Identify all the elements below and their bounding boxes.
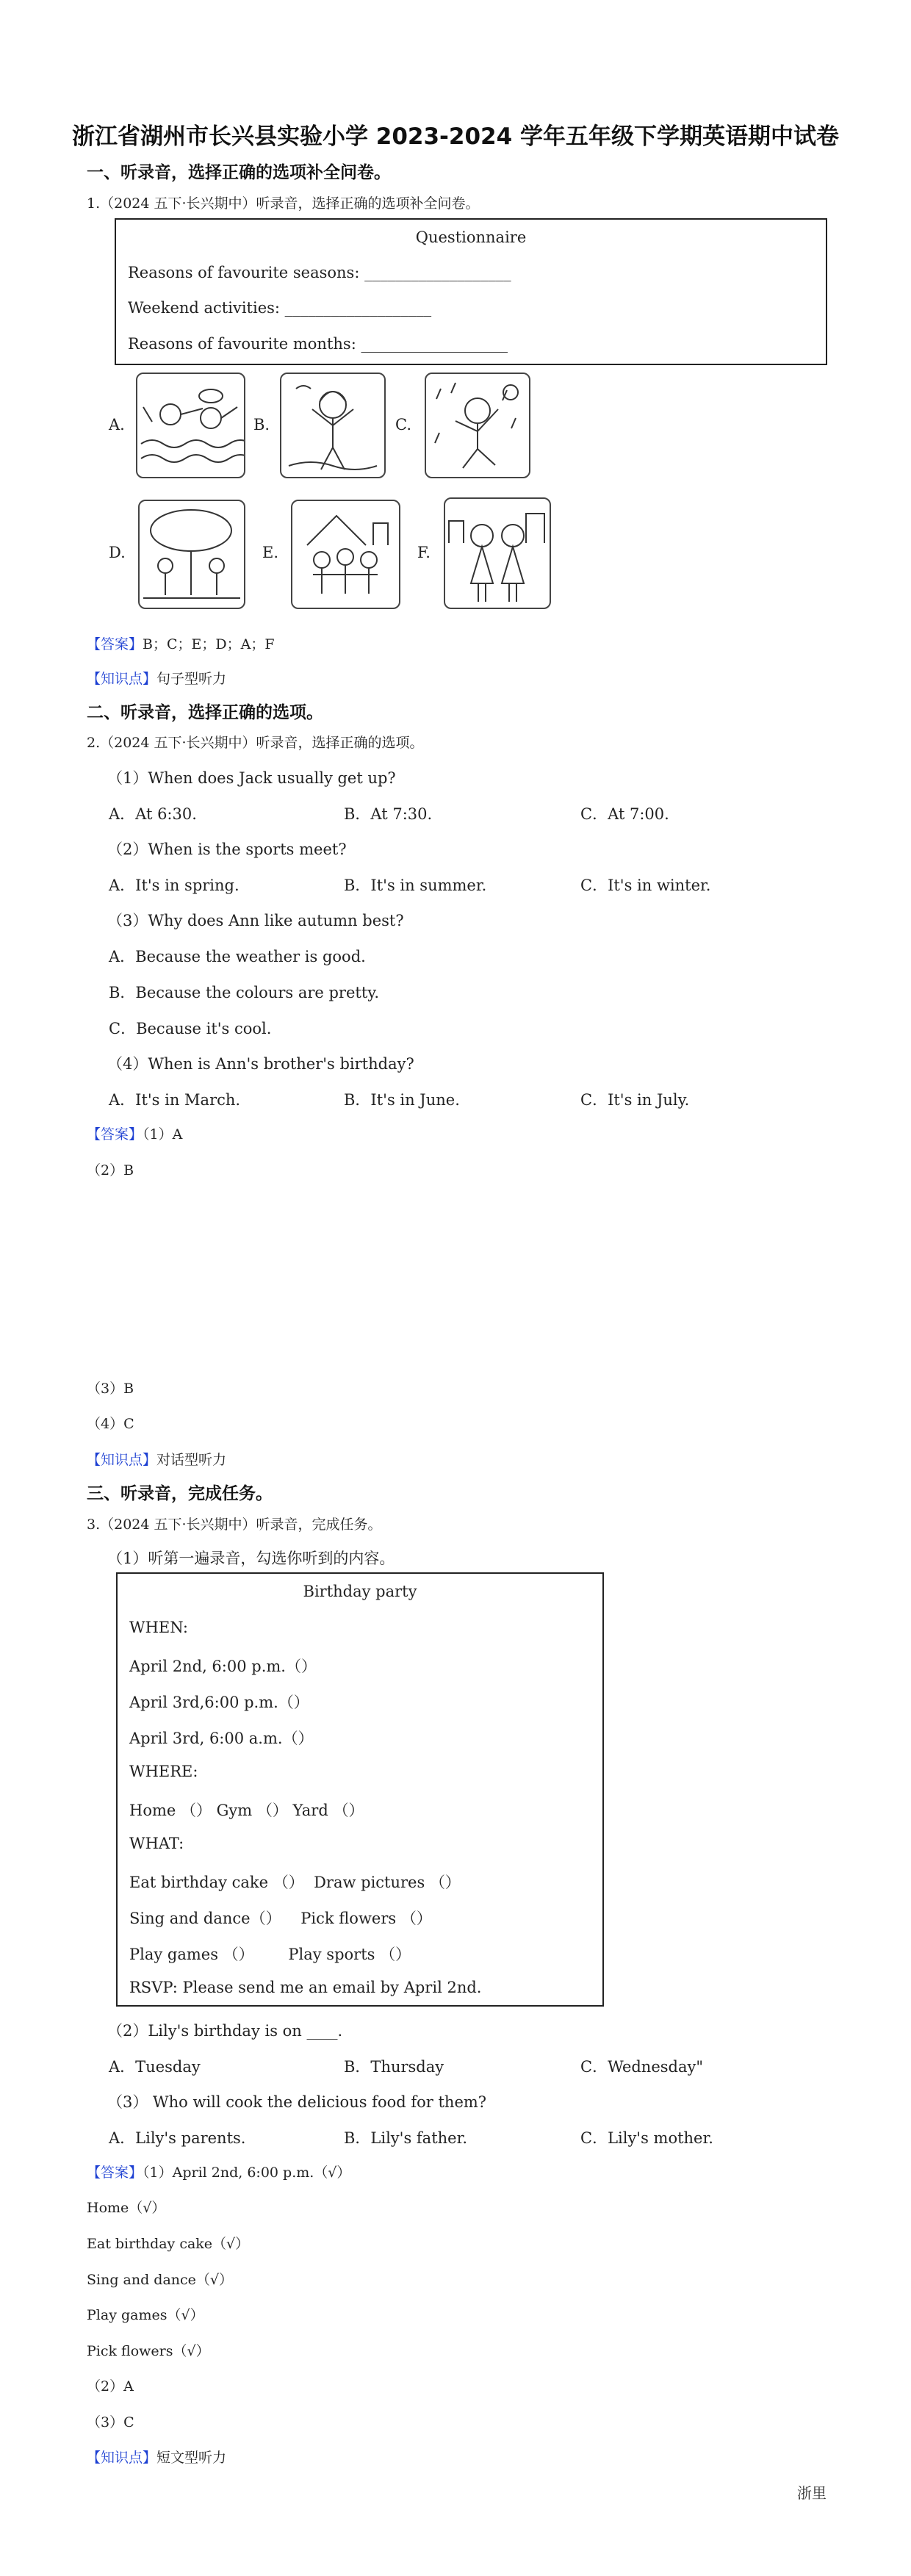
swimming-kids-icon (136, 373, 245, 478)
option: B．Lily's father. (344, 2129, 467, 2147)
q3-answer: （3）C (87, 2414, 134, 2431)
knowledge-tag: 【知识点】 (87, 1452, 157, 1468)
option: A．It's in March. (109, 1091, 241, 1109)
q1-knowledge: 句子型听力 (156, 671, 227, 687)
option: A．Because the weather is good. (109, 948, 366, 965)
option-label: D. (109, 544, 126, 561)
card-line: RSVP: Please send me an email by April 2nd. (129, 1979, 482, 1996)
answer-tag: 【答案】 (87, 636, 143, 652)
q2-knowledge: 对话型听力 (156, 1452, 227, 1468)
option: C．Wednesday" (580, 2058, 704, 2076)
option: C．It's in winter. (580, 877, 711, 894)
page-footer: 浙里 (797, 2484, 827, 2502)
family-under-tree-icon (138, 500, 245, 609)
section-heading-2: 二、听录音，选择正确的选项。 (87, 703, 323, 722)
questionnaire-line: Weekend activities: ___________________ (128, 299, 432, 317)
q2-stem: 2.（2024 五下·长兴期中）听录音，选择正确的选项。 (87, 735, 424, 751)
question-text: （4）When is Ann's brother's birthday? (107, 1055, 414, 1073)
q3-stem: 3.（2024 五下·长兴期中）听录音，完成任务。 (87, 1517, 382, 1533)
card-title: Birthday party (303, 1583, 417, 1600)
q3-answer: Eat birthday cake（√） (87, 2236, 250, 2252)
questionnaire-line: Reasons of favourite months: ___________________ (128, 335, 508, 353)
option: C．At 7:00. (580, 805, 669, 823)
option: B．Because the colours are pretty. (109, 984, 380, 1001)
q3-sub3: （3） Who will cook the delicious food for them? (107, 2093, 487, 2111)
knowledge-tag: 【知识点】 (87, 2450, 157, 2466)
card-line: WHERE: (129, 1763, 198, 1780)
q1-answer: B；C；E；D；A；F (143, 636, 275, 652)
card-line: Play games （） Play sports （） (129, 1946, 411, 1963)
page-title: 浙江省湖州市长兴县实验小学 2023-2024 学年五年级下学期英语期中试卷 (71, 123, 839, 150)
option: B．It's in June. (344, 1091, 460, 1109)
option-label: B. (253, 416, 270, 433)
card-line: Home （） Gym （） Yard （） (129, 1802, 364, 1819)
q3-sub2: （2）Lily's birthday is on ____. (107, 2022, 343, 2040)
answer-tag: 【答案】 (87, 2165, 143, 2181)
option-label: A. (109, 416, 125, 433)
option: A．It's in spring. (109, 877, 240, 894)
girl-holding-hat-icon (280, 373, 386, 478)
option: B．Thursday (344, 2058, 444, 2076)
q3-answer: Sing and dance（√） (87, 2272, 234, 2288)
q2-answer: （3）B (87, 1381, 134, 1397)
q3-sub1: （1）听第一遍录音，勾选你听到的内容。 (107, 1550, 395, 1567)
questionnaire-title: Questionnaire (415, 229, 527, 246)
card-line: Eat birthday cake （） Draw pictures （） (129, 1874, 461, 1891)
option: A．At 6:30. (109, 805, 197, 823)
option-label: E. (262, 544, 279, 561)
option: A．Tuesday (109, 2058, 201, 2076)
card-line: WHAT: (129, 1835, 184, 1852)
questionnaire-line: Reasons of favourite seasons: ___________________ (128, 264, 511, 281)
option: C．Because it's cool. (109, 1020, 272, 1037)
q2-answer: （4）C (87, 1416, 134, 1432)
card-line: April 2nd, 6:00 p.m.（） (129, 1658, 317, 1675)
q2-answer: （1）A (143, 1126, 183, 1143)
two-girls-city-icon (444, 497, 551, 609)
card-line: WHEN: (129, 1619, 188, 1636)
option-label: C. (395, 416, 411, 433)
questionnaire-box (115, 218, 827, 365)
question-text: （1）When does Jack usually get up? (107, 769, 396, 787)
section-heading-3: 三、听录音，完成任务。 (87, 1484, 273, 1503)
children-group-icon (291, 500, 400, 609)
question-text: （3）Why does Ann like autumn best? (107, 912, 404, 929)
card-line: April 3rd, 6:00 a.m.（） (129, 1730, 314, 1747)
girl-in-rain-icon (425, 373, 530, 478)
q3-answer: Pick flowers（√） (87, 2343, 210, 2359)
question-text: （2）When is the sports meet? (107, 841, 347, 858)
answer-tag: 【答案】 (87, 1126, 143, 1143)
q3-knowledge: 短文型听力 (156, 2450, 227, 2466)
option: B．It's in summer. (344, 877, 487, 894)
card-line: April 3rd,6:00 p.m.（） (129, 1694, 309, 1711)
knowledge-tag: 【知识点】 (87, 671, 157, 687)
card-line: Sing and dance（） Pick flowers （） (129, 1910, 432, 1927)
q3-answer: Home（√） (87, 2200, 166, 2216)
birthday-party-card (116, 1572, 604, 2007)
q1-stem: 1.（2024 五下·长兴期中）听录音，选择正确的选项补全问卷。 (87, 195, 480, 212)
option: B．At 7:30. (344, 805, 433, 823)
option: A．Lily's parents. (109, 2129, 246, 2147)
q2-answer: （2）B (87, 1162, 134, 1179)
q3-answer: Play games（√） (87, 2307, 204, 2323)
section-heading-1: 一、听录音，选择正确的选项补全问卷。 (87, 163, 391, 182)
q3-answer: （1）April 2nd, 6:00 p.m.（√） (143, 2165, 351, 2181)
option: C．It's in July. (580, 1091, 690, 1109)
option: C．Lily's mother. (580, 2129, 713, 2147)
option-label: F. (417, 544, 431, 561)
q3-answer: （2）A (87, 2378, 134, 2395)
